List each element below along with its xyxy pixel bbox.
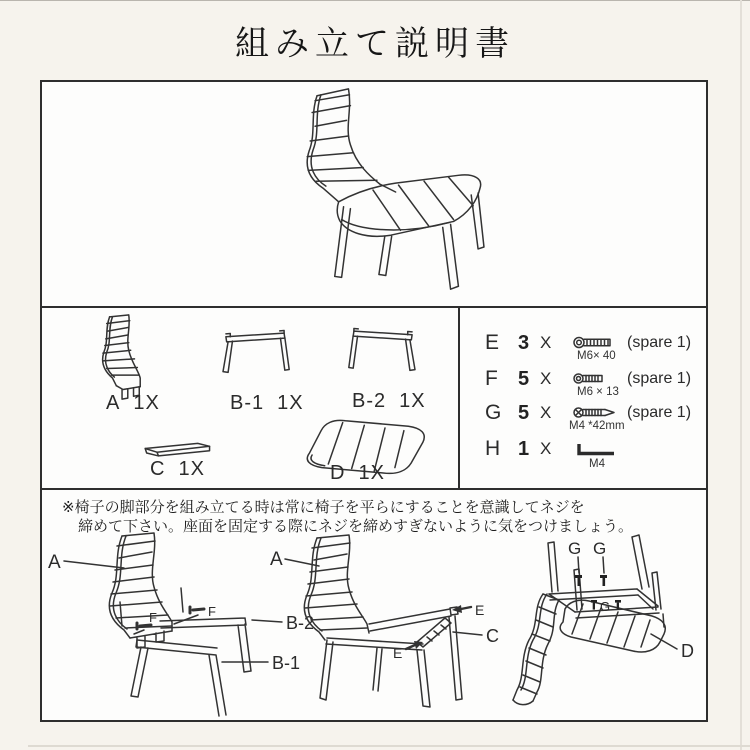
allen-key-icon: [573, 442, 617, 457]
scan-edge-top: [0, 0, 750, 1]
step1-label-b2: B-2: [286, 613, 315, 633]
machine-screw-short-icon: [573, 372, 609, 385]
finished-chair-panel: [40, 80, 708, 308]
parts-hardware-divider: [458, 308, 460, 488]
part-d-label: D 1X: [330, 462, 385, 484]
step1-label-a: A: [48, 552, 61, 573]
step2-label-c: C: [486, 626, 499, 646]
part-b2-label: B-2 1X: [352, 390, 426, 412]
step1-label-f1: F: [208, 604, 216, 619]
part-a-figure: [94, 313, 152, 401]
step2-label-a: A: [270, 549, 283, 570]
assembly-note-line1: ※椅子の脚部分を組み立てる時は常に椅子を平らにすることを意識してネジを: [62, 499, 585, 516]
assembly-steps-panel: [40, 488, 708, 722]
hardware-row-e: E 3 X M6× 40 (spare 1): [485, 331, 692, 362]
hardware-row-g: G 5 X M4 *42mm (spare 1): [485, 401, 692, 432]
step1-label-f2: F: [149, 610, 157, 625]
machine-screw-long-icon: [573, 336, 617, 349]
step3-label-g2: G: [593, 539, 607, 558]
step2-label-e2: E: [393, 645, 403, 661]
part-b1-label: B-1 1X: [230, 392, 304, 414]
part-a-label: A 1X: [106, 392, 160, 414]
hardware-row-f: F 5 X M6 × 13 (spare 1): [485, 367, 692, 398]
step3-label-g3: G: [600, 599, 611, 614]
step3-label-d: D: [681, 641, 694, 661]
page-title: 組み立て説明書: [235, 25, 515, 63]
assembly-note-line2: 締めて下さい。座面を固定する際にネジを締めすぎないように気をつけましょう。: [78, 518, 634, 535]
part-c-label: C 1X: [150, 458, 205, 480]
part-b2-figure: [342, 326, 424, 374]
scan-edge-right: [740, 0, 742, 750]
step2-label-e1: E: [475, 602, 485, 618]
step2-figure: [265, 530, 515, 722]
hardware-row-h: H 1 X M4: [485, 434, 627, 464]
part-b1-figure: [214, 328, 296, 376]
wood-screw-icon: [573, 406, 619, 419]
parts-panel: [40, 306, 708, 490]
step3-figure: [505, 530, 705, 722]
step3-label-g1: G: [568, 539, 582, 558]
scan-edge-bottom: [28, 745, 750, 747]
step1-label-b1: B-1: [272, 653, 301, 673]
finished-chair-figure: [246, 84, 502, 300]
